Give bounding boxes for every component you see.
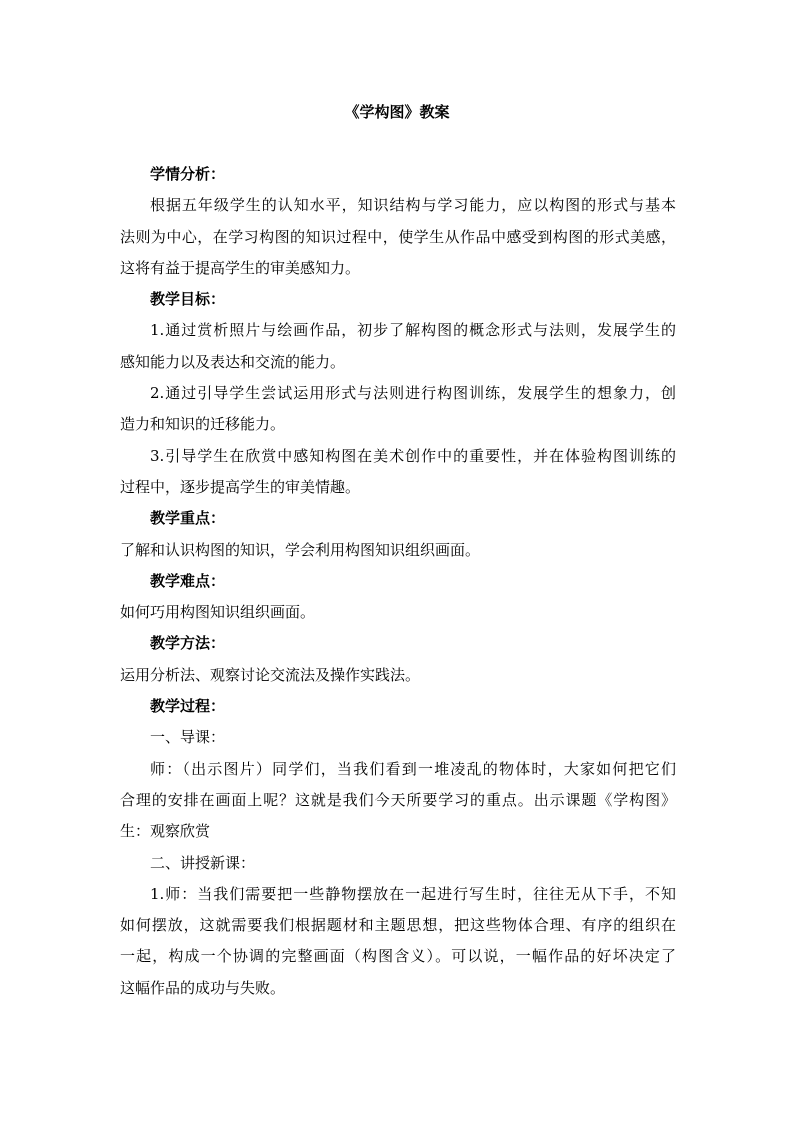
paragraph-line: 运用分析法、观察讨论交流法及操作实践法。: [120, 665, 421, 684]
paragraph-line: 师：（出示图片）同学们，当我们看到一堆凌乱的物体时，大家如何把它们: [150, 759, 676, 778]
page-title: 《学构图》教案: [344, 103, 450, 121]
paragraph-line: 这将有益于提高学生的审美感知力。: [120, 258, 361, 277]
section-heading: 教学难点：: [150, 571, 226, 590]
paragraph-line: 1.师：当我们需要把一些静物摆放在一起进行写生时，往往无从下手，不知: [150, 884, 676, 903]
document-body: [120, 159, 676, 1004]
paragraph-line: 生：观察欣赏: [120, 822, 211, 841]
paragraph-line: 了解和认识构图的知识，学会利用构图知识组织画面。: [120, 540, 481, 559]
paragraph-line: 这幅作品的成功与失败。: [120, 978, 286, 997]
paragraph-line: 感知能力以及表达和交流的能力。: [120, 352, 346, 371]
paragraph-line: 二、讲授新课：: [150, 853, 256, 872]
paragraph-line: 3.引导学生在欣赏中感知构图在美术创作中的重要性，并在体验构图训练的: [150, 446, 676, 465]
paragraph-line: 根据五年级学生的认知水平，知识结构与学习能力，应以构图的形式与基本: [150, 196, 676, 215]
paragraph-line: 一起，构成一个协调的完整画面（构图含义）。可以说，一幅作品的好坏决定了: [120, 947, 676, 966]
paragraph-line: 如何巧用构图知识组织画面。: [120, 603, 316, 622]
paragraph-line: 过程中，逐步提高学生的审美情趣。: [120, 477, 361, 496]
section-heading: 教学重点：: [150, 509, 226, 528]
paragraph-line: 如何摆放，这就需要我们根据题材和主题思想，把这些物体合理、有序的组织在: [120, 916, 676, 935]
paragraph-line: 法则为中心，在学习构图的知识过程中，使学生从作品中感受到构图的形式美感，: [120, 227, 676, 246]
paragraph-line: 2.通过引导学生尝试运用形式与法则进行构图训练，发展学生的想象力，创: [150, 384, 676, 403]
section-heading: 教学方法：: [150, 634, 226, 653]
paragraph-line: 1.通过赏析照片与绘画作品，初步了解构图的概念形式与法则，发展学生的: [150, 321, 676, 340]
section-heading: 教学过程：: [150, 697, 226, 716]
section-heading: 学情分析：: [150, 165, 226, 183]
paragraph-line: 一、导课：: [150, 728, 226, 747]
paragraph-line: 造力和知识的迁移能力。: [120, 415, 286, 434]
section-heading: 教学目标：: [150, 290, 226, 309]
paragraph-line: 合理的安排在画面上呢？这就是我们今天所要学习的重点。出示课题《学构图》: [120, 790, 676, 809]
